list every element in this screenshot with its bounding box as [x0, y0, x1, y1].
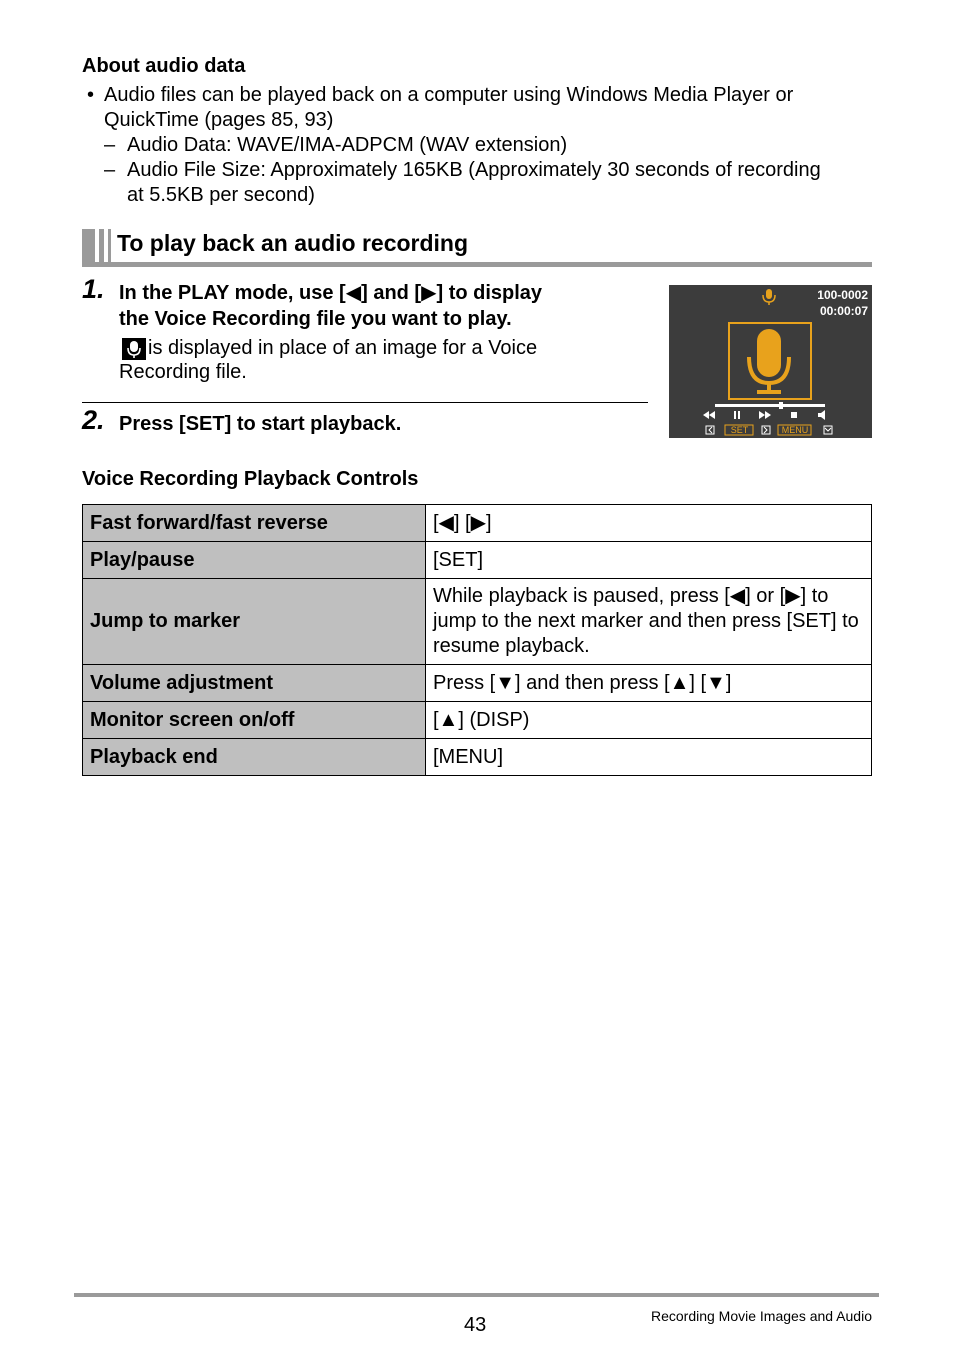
playback-progress-track — [715, 404, 825, 407]
control-label: Jump to marker — [83, 579, 426, 665]
controls-table — [82, 504, 872, 776]
table-row — [83, 505, 872, 542]
playback-time: 00:00:07 — [819, 304, 868, 318]
left-key-icon — [706, 426, 714, 434]
control-value: Press [▼] and then press [▲] [▼] — [426, 665, 872, 702]
step-1-line2: the Voice Recording file you want to play. — [119, 308, 512, 330]
playback-progress-knob — [779, 402, 783, 409]
menu-label: MENU — [781, 425, 809, 435]
bullet-text-line1: Audio files can be played back on a computer using Windows Media Player or — [104, 84, 794, 106]
voice-file-icon — [122, 338, 146, 360]
control-value: While playback is paused, press [◀] or [▶] to jump to the next marker and then press [SET] to resume playback. — [426, 579, 872, 665]
control-value: [▲] (DISP) — [426, 702, 872, 739]
dash-item-2-line2: at 5.5KB per second) — [127, 184, 315, 206]
control-value: [◀] [▶] — [426, 505, 872, 542]
footer-rule — [74, 1293, 879, 1297]
set-label: SET — [730, 425, 749, 435]
dash-item-1: Audio Data: WAVE/IMA-ADPCM (WAV extension) — [127, 134, 568, 156]
dash-mark: – — [104, 134, 116, 156]
control-label: Volume adjustment — [83, 665, 426, 702]
mic-indicator-icon — [763, 289, 775, 305]
microphone-icon — [749, 329, 789, 392]
bullet-text-line2: QuickTime (pages 85, 93) — [104, 109, 334, 131]
right-key-icon — [762, 426, 770, 434]
volume-icon — [818, 410, 825, 420]
dash-mark: – — [104, 159, 116, 181]
control-label: Playback end — [83, 739, 426, 776]
chapter-title: Recording Movie Images and Audio — [650, 1308, 872, 1324]
stop-icon — [791, 412, 797, 418]
control-value: [MENU] — [426, 739, 872, 776]
step-1-note-line1: is displayed in place of an image for a Voice — [148, 337, 538, 359]
step-2-text: Press [SET] to start playback. — [119, 413, 402, 435]
control-value: [SET] — [426, 542, 872, 579]
table-row — [83, 665, 872, 702]
step-2-number: 2. — [82, 405, 105, 435]
step-1-note-line2: Recording file. — [119, 361, 247, 383]
down-key-icon — [824, 426, 832, 434]
pause-icon — [734, 411, 736, 419]
section-header-underline — [82, 262, 872, 267]
step-1-line1: In the PLAY mode, use [◀] and [▶] to display — [119, 282, 543, 304]
bullet-mark: • — [87, 84, 95, 106]
control-label: Fast forward/fast reverse — [83, 505, 426, 542]
step-divider — [82, 402, 648, 403]
table-row — [83, 579, 872, 665]
page-number: 43 — [464, 1314, 487, 1336]
camera-screen-illustration — [669, 285, 872, 438]
file-number: 100-0002 — [817, 288, 868, 302]
dash-item-2-line1: Audio File Size: Approximately 165KB (Approximately 30 seconds of recording — [127, 159, 821, 181]
table-row — [83, 542, 872, 579]
about-heading: About audio data — [82, 55, 246, 77]
controls-heading: Voice Recording Playback Controls — [82, 468, 419, 490]
control-label: Monitor screen on/off — [83, 702, 426, 739]
rewind-icon — [703, 411, 715, 419]
control-label: Play/pause — [83, 542, 426, 579]
table-row — [83, 739, 872, 776]
step-1-number: 1. — [82, 274, 105, 304]
table-row — [83, 702, 872, 739]
fast-forward-icon — [759, 411, 771, 419]
section-title: To play back an audio recording — [117, 230, 469, 256]
